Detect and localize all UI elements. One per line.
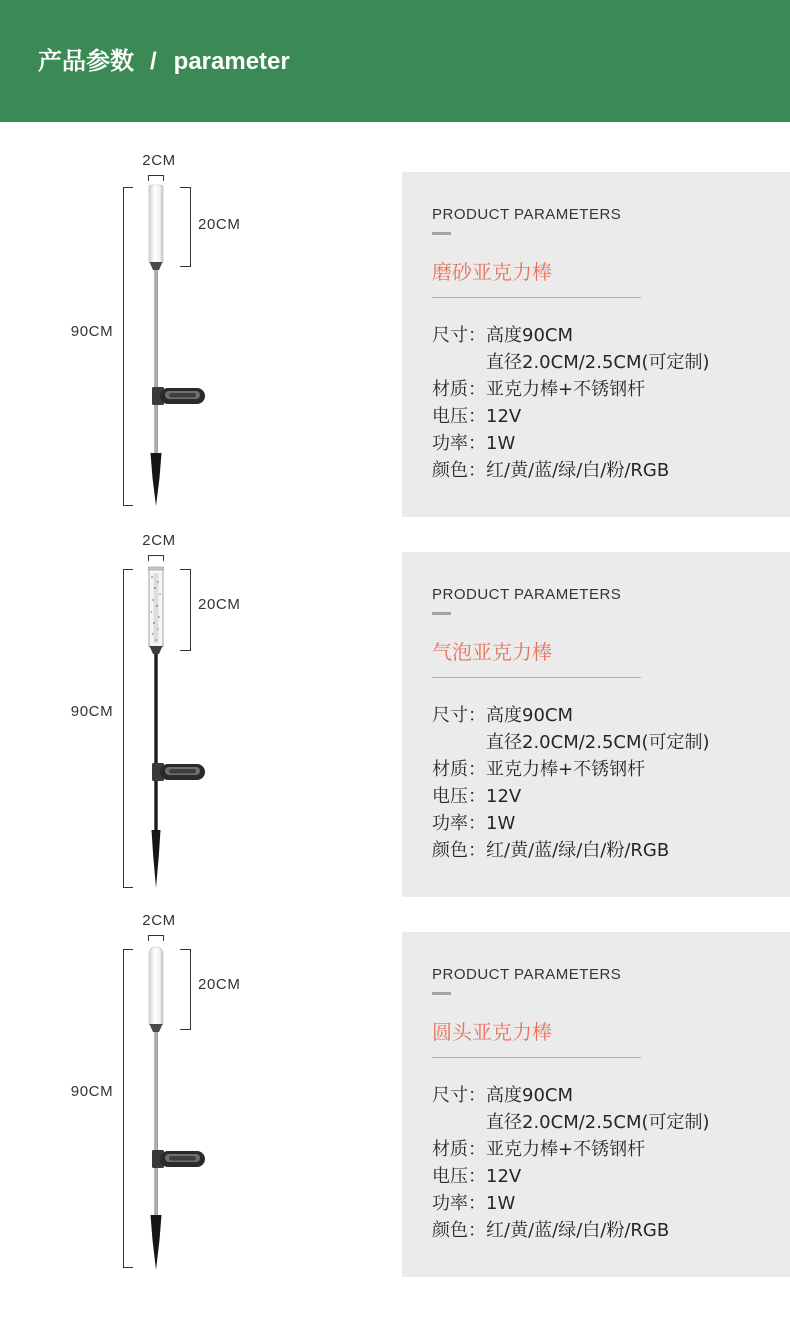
parameter-panel	[402, 932, 790, 1277]
bubble	[152, 633, 154, 635]
bubble	[154, 587, 156, 589]
spec-row-diameter	[432, 349, 710, 376]
spec-label: 颜色：	[432, 840, 486, 861]
width-dimension-bracket	[149, 176, 164, 182]
spec-label: 电压：	[432, 406, 486, 427]
stake-light-diagram	[0, 520, 260, 900]
parameter-panel	[402, 552, 790, 897]
product-name: 圆头亚克力棒	[432, 1020, 552, 1044]
spec-row-voltage	[432, 403, 710, 430]
panel-heading: PRODUCT PARAMETERS	[432, 206, 622, 223]
width-dimension-label: 2CM	[142, 152, 176, 169]
width-dimension-bracket	[149, 936, 164, 942]
heading-underline	[432, 232, 451, 235]
spec-label: 功率：	[432, 433, 486, 454]
spec-list	[432, 702, 710, 864]
bubble	[153, 622, 155, 624]
panel-heading: PRODUCT PARAMETERS	[432, 966, 622, 983]
product-section	[0, 520, 790, 900]
spec-label: 尺寸：	[432, 705, 486, 726]
spec-value: 1W	[486, 813, 516, 834]
spec-value: 12V	[486, 406, 522, 427]
spec-value: 红/黄/蓝/绿/白/粉/RGB	[486, 1220, 670, 1241]
spec-value: 12V	[486, 1166, 522, 1187]
width-dimension-label: 2CM	[142, 912, 176, 929]
tube-collar	[150, 1024, 163, 1032]
spec-value: 1W	[486, 1193, 516, 1214]
tube-length-dimension-label: 20CM	[198, 976, 241, 993]
spec-value: 红/黄/蓝/绿/白/粉/RGB	[486, 460, 670, 481]
header-title-en: parameter	[173, 48, 290, 75]
spec-value: 亚克力棒+不锈钢杆	[486, 759, 646, 780]
bubble-acrylic-stake-light-icon	[149, 567, 206, 888]
bubble	[151, 576, 153, 578]
spec-value: 直径2.0CM/2.5CM(可定制)	[486, 732, 710, 753]
width-dimension-bracket	[149, 556, 164, 562]
page-header	[0, 0, 790, 122]
bubble	[158, 616, 160, 618]
total-height-dimension-label: 90CM	[70, 323, 114, 340]
frosted-acrylic-stake-light-icon	[149, 185, 205, 506]
spec-value: 直径2.0CM/2.5CM(可定制)	[486, 352, 710, 373]
heading-underline	[432, 992, 451, 995]
ground-spike	[151, 453, 162, 506]
metal-rod	[154, 650, 157, 836]
divider	[432, 1057, 641, 1058]
spec-list	[432, 322, 710, 484]
spec-value: 直径2.0CM/2.5CM(可定制)	[486, 1112, 710, 1133]
tube-length-dimension-bracket	[180, 188, 191, 267]
bubble	[159, 593, 161, 595]
spec-label: 功率：	[432, 1193, 486, 1214]
spec-value: 亚克力棒+不锈钢杆	[486, 1139, 646, 1160]
spec-row-material	[432, 756, 710, 783]
bubble	[156, 605, 158, 607]
spec-value: 亚克力棒+不锈钢杆	[486, 379, 646, 400]
bubble	[157, 581, 159, 583]
stake-light-diagram	[0, 900, 260, 1280]
solar-panel-cell	[169, 393, 196, 398]
header-title-cn: 产品参数	[38, 48, 134, 75]
spec-row-material	[432, 1136, 710, 1163]
spec-label: 功率：	[432, 813, 486, 834]
acrylic-tube	[149, 185, 163, 263]
total-height-dimension-bracket	[124, 188, 134, 506]
bubble	[152, 599, 154, 601]
spec-row-voltage	[432, 783, 710, 810]
solar-panel-cell	[169, 1156, 196, 1161]
spec-value: 高度90CM	[486, 705, 574, 726]
bubble	[151, 611, 153, 613]
parameter-panel	[402, 172, 790, 517]
heading-underline	[432, 612, 451, 615]
spec-label: 尺寸：	[432, 325, 486, 346]
spec-row-power	[432, 430, 710, 457]
product-section	[0, 900, 790, 1280]
spec-row-color	[432, 457, 710, 484]
spec-label: 材质：	[432, 759, 486, 780]
tube-length-dimension-label: 20CM	[198, 216, 241, 233]
spec-value: 高度90CM	[486, 325, 574, 346]
metal-rod	[155, 1029, 158, 1219]
spec-row-diameter	[432, 729, 710, 756]
spec-value: 高度90CM	[486, 1085, 574, 1106]
tube-length-dimension-bracket	[180, 950, 191, 1030]
divider	[432, 677, 641, 678]
tube-collar	[150, 262, 163, 270]
spec-label: 尺寸：	[432, 1085, 486, 1106]
spec-row-power	[432, 1190, 710, 1217]
spec-label: 电压：	[432, 786, 486, 807]
header-title	[38, 46, 290, 78]
ground-spike	[152, 830, 161, 888]
spec-list	[432, 1082, 710, 1244]
total-height-dimension-bracket	[124, 570, 134, 888]
spec-row-size	[432, 1082, 710, 1109]
product-section	[0, 140, 790, 520]
total-height-dimension-label: 90CM	[70, 1083, 114, 1100]
bubble	[155, 639, 157, 641]
acrylic-tube	[149, 947, 163, 1025]
metal-rod	[155, 266, 158, 458]
spec-row-size	[432, 322, 710, 349]
bubble	[157, 628, 159, 630]
product-name: 气泡亚克力棒	[432, 640, 552, 664]
spec-value: 12V	[486, 786, 522, 807]
spec-value: 红/黄/蓝/绿/白/粉/RGB	[486, 840, 670, 861]
spec-label: 颜色：	[432, 460, 486, 481]
spec-label: 电压：	[432, 1166, 486, 1187]
spec-label: 材质：	[432, 379, 486, 400]
spec-row-color	[432, 1217, 710, 1244]
spec-row-material	[432, 376, 710, 403]
header-title-separator: /	[150, 48, 157, 75]
tube-core	[154, 573, 159, 643]
spec-value: 1W	[486, 433, 516, 454]
spec-label: 材质：	[432, 1139, 486, 1160]
spec-row-voltage	[432, 1163, 710, 1190]
tube-collar	[150, 646, 163, 654]
stake-light-diagram	[0, 140, 260, 520]
spec-label: 颜色：	[432, 1220, 486, 1241]
ground-spike	[151, 1215, 162, 1270]
spec-row-power	[432, 810, 710, 837]
spec-row-diameter	[432, 1109, 710, 1136]
solar-panel-cell	[169, 769, 196, 774]
round-head-acrylic-stake-light-icon	[149, 947, 205, 1270]
tube-length-dimension-label: 20CM	[198, 596, 241, 613]
total-height-dimension-bracket	[124, 950, 134, 1268]
spec-row-size	[432, 702, 710, 729]
total-height-dimension-label: 90CM	[70, 703, 114, 720]
width-dimension-label: 2CM	[142, 532, 176, 549]
tube-length-dimension-bracket	[180, 570, 191, 651]
divider	[432, 297, 641, 298]
spec-row-color	[432, 837, 710, 864]
product-name: 磨砂亚克力棒	[432, 260, 552, 284]
tube-cap	[149, 567, 164, 570]
panel-heading: PRODUCT PARAMETERS	[432, 586, 622, 603]
